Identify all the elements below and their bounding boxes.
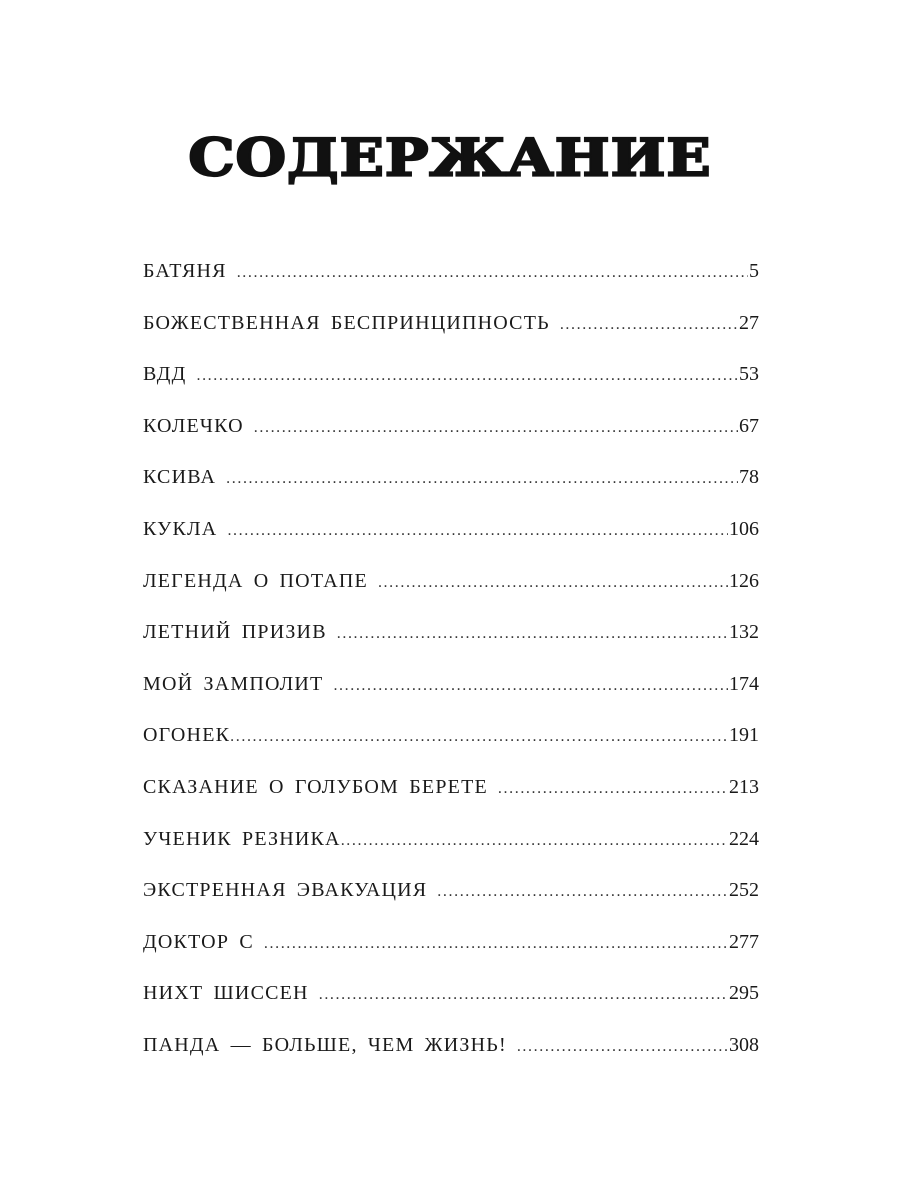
toc-entry-title: ЛЕТНИЙ ПРИЗИВ [143,621,327,644]
toc-entry-title: ДОКТОР С [143,930,254,953]
toc-entry-page-number: 126 [729,569,759,592]
toc-entry-legenda-o-potape [143,565,759,617]
toc-entry-title: НИХТ ШИССЕН [143,982,309,1005]
toc-entry-page-number: 78 [739,466,759,489]
leader-dots [341,825,728,857]
toc-entry-panda [143,1029,759,1081]
toc-entry-title: БОЖЕСТВЕННАЯ БЕСПРИНЦИПНОСТЬ [143,311,550,334]
toc-entry-ksiva [143,461,759,513]
leader-dots [264,928,728,960]
toc-entry-title: БАТЯНЯ [143,260,227,282]
leader-dots [560,309,738,341]
toc-entry-title: ВДД [143,363,187,386]
toc-entry-page-number: 67 [739,414,759,437]
page-title: СОДЕРЖАНИЕ [188,128,712,188]
toc-entry-page-number: 224 [729,827,759,850]
table-of-contents [143,255,759,1081]
toc-entry-page-number: 277 [729,930,759,953]
toc-entry-title: ЭКСТРЕННАЯ ЭВАКУАЦИЯ [143,879,428,902]
toc-entry-bozhestvennaya [143,307,759,359]
toc-entry-page-number: 174 [729,672,759,695]
leader-dots [437,876,728,908]
leader-dots [319,979,728,1011]
toc-entry-page-number: 132 [729,621,759,644]
toc-entry-page-number: 308 [729,1033,759,1056]
toc-entry-title: КСИВА [143,466,217,489]
leader-dots [227,515,728,547]
leader-dots [254,412,738,444]
leader-dots [237,257,748,289]
leader-dots [196,360,738,392]
toc-entry-nikht-shissen [143,977,759,1029]
toc-entry-doktor-s [143,926,759,978]
toc-entry-moy-zampolit [143,668,759,720]
toc-entry-page-number: 27 [739,311,759,334]
leader-dots [378,567,728,599]
leader-dots [226,463,738,495]
toc-entry-title: ЛЕГЕНДА О ПОТАПЕ [143,569,368,592]
leader-dots [337,618,728,650]
leader-dots [230,721,728,753]
toc-entry-page-number: 252 [729,879,759,902]
leader-dots [498,773,728,805]
toc-entry-batyanya [143,255,759,307]
toc-entry-page-number: 53 [739,363,759,386]
toc-entry-kolechko [143,410,759,462]
toc-entry-skazanie [143,771,759,823]
toc-entry-title: УЧЕНИК РЕЗНИКА [143,827,341,850]
toc-entry-ogonek [143,719,759,771]
toc-entry-title: СКАЗАНИЕ О ГОЛУБОМ БЕРЕТЕ [143,775,488,798]
toc-entry-title: ПАНДА — БОЛЬШЕ, ЧЕМ ЖИЗНЬ! [143,1033,507,1056]
toc-entry-page-number: 191 [729,724,759,747]
toc-entry-ekstrennaya-evakuatsiya [143,874,759,926]
leader-dots [333,670,728,702]
toc-entry-page-number: 106 [729,517,759,540]
toc-entry-title: КУКЛА [143,517,218,540]
toc-entry-title: КОЛЕЧКО [143,414,244,437]
toc-entry-page-number: 295 [729,982,759,1005]
toc-entry-page-number: 5 [749,260,759,282]
toc-entry-letniy-priziv [143,616,759,668]
toc-entry-title: ОГОНЕК [143,724,231,747]
toc-entry-kukla [143,513,759,565]
toc-entry-page-number: 213 [729,775,759,798]
toc-entry-uchenik-reznika [143,823,759,875]
leader-dots [517,1031,728,1063]
toc-entry-title: МОЙ ЗАМПОЛИТ [143,672,324,695]
toc-entry-vdd [143,358,759,410]
